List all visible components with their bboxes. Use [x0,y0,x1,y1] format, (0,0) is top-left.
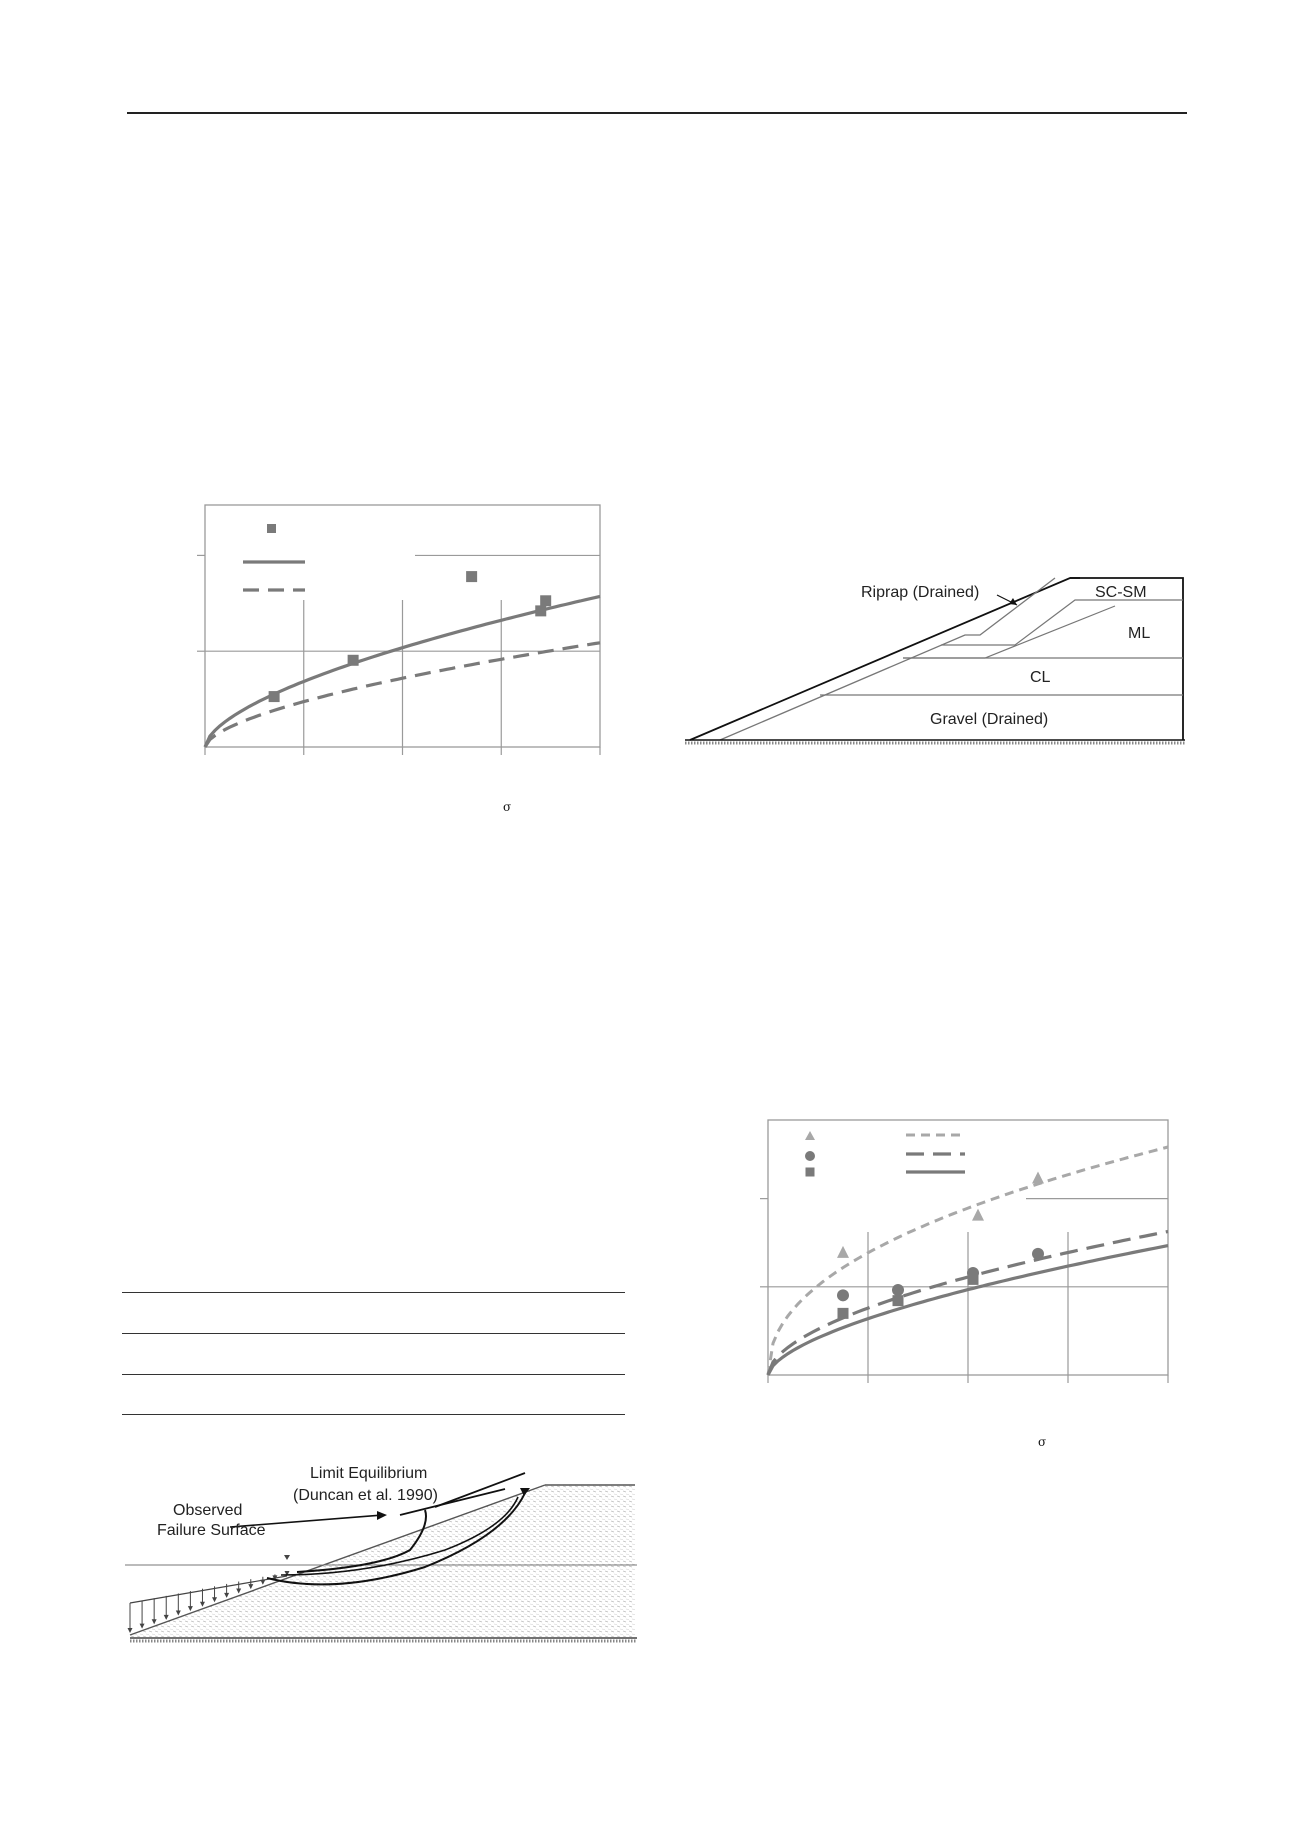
data-point-square [535,605,546,616]
riprap-label: Riprap (Drained) [861,584,980,601]
data-point-square [893,1295,904,1306]
table-rule-3 [122,1374,625,1375]
ml-boundary [903,606,1115,658]
axis-symbol: σ [503,800,512,814]
data-point-triangle [972,1209,984,1221]
limit-equilibrium-label-2: (Duncan et al. 1990) [293,1487,438,1504]
limit-equilibrium-label-1: Limit Equilibrium [310,1465,428,1482]
data-point-square [348,655,359,666]
sc-sm-label: SC-SM [1095,584,1147,601]
data-point-triangle [1032,1171,1044,1183]
data-point-square [968,1274,979,1285]
observed-label-1: Observed [173,1502,243,1519]
data-point-square [466,571,477,582]
data-point-square [540,595,551,606]
data-point-triangle [837,1246,849,1258]
strength-envelope-chart-left [205,505,605,814]
ml-label: ML [1128,625,1151,642]
cl-label: CL [1030,669,1051,686]
table-rule-bottom [122,1414,625,1415]
failure-surface-diagram [125,1455,637,1655]
legend-marker-square [806,1168,815,1177]
data-point-circle [892,1284,904,1296]
legend-marker-triangle [805,1131,815,1140]
legend-marker-circle [805,1151,815,1161]
data-point-square [269,691,280,702]
table-rule-2 [122,1333,625,1334]
axis-symbol: σ [1038,1435,1047,1449]
strength-envelope-chart-right [768,1120,1168,1449]
embankment-section-diagram [685,570,1185,750]
header-rule [127,112,1187,114]
data-point-square [838,1308,849,1319]
legend-marker-square [267,524,276,533]
table-rule-top [122,1292,625,1293]
gravel-label: Gravel (Drained) [930,711,1049,728]
observed-label-2: Failure Surface [157,1522,266,1539]
water-table-marker [284,1555,290,1560]
data-point-circle [1032,1248,1044,1260]
data-point-circle [837,1289,849,1301]
